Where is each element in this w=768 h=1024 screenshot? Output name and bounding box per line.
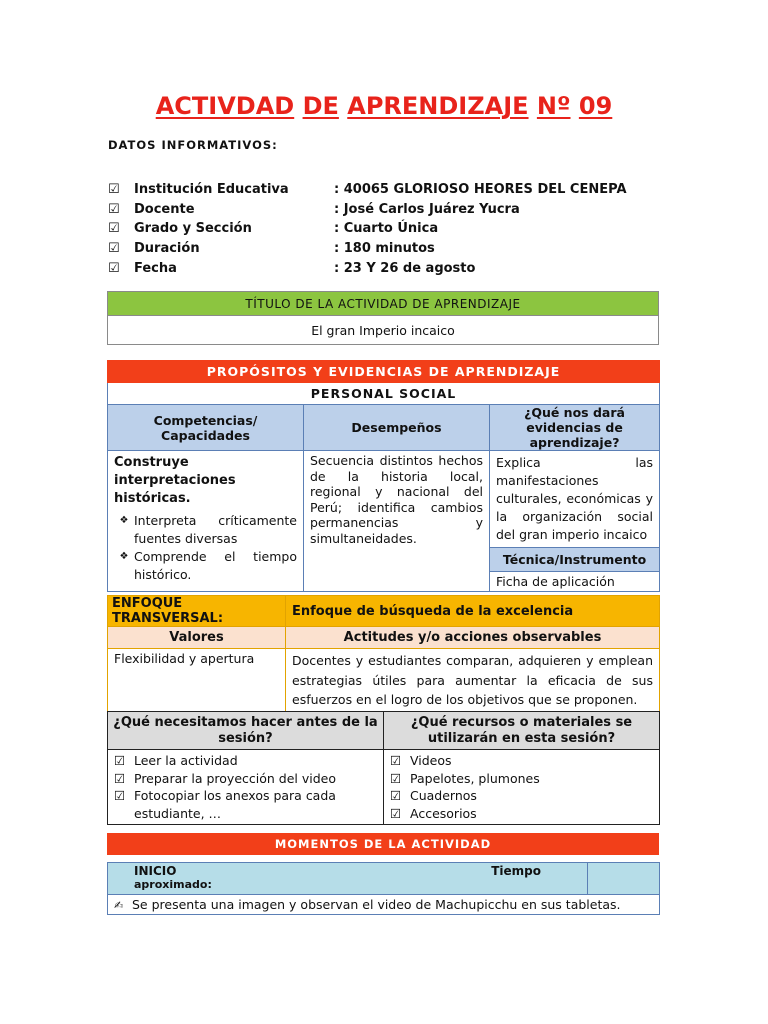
checkbox-icon: ☑ — [390, 770, 402, 786]
diamond-bullet-icon: ❖ — [119, 551, 129, 562]
inicio-time-cell — [588, 863, 660, 895]
valor-cell: Flexibilidad y apertura — [108, 649, 286, 727]
recurso-text: Accesorios — [410, 805, 477, 821]
propositos-table — [107, 360, 660, 592]
recurso-text: Cuadernos — [410, 788, 477, 803]
info-value: : José Carlos Juárez Yucra — [334, 201, 520, 217]
tecnica-value: Ficha de aplicación — [490, 572, 660, 592]
info-row — [108, 200, 668, 220]
col-antes: ¿Qué necesitamos hacer antes de la sesión? — [108, 712, 384, 750]
info-value: : Cuarto Única — [334, 221, 439, 237]
competencia-text: Construye interpretaciones históricas. — [114, 455, 236, 506]
evidencia-cell: Explica las manifestaciones culturales, económicas y la organización social del gran imperio incaico — [490, 451, 660, 548]
info-value: : 40065 GLORIOSO HEORES DEL CENEPA — [334, 182, 627, 198]
list-item — [114, 752, 377, 770]
momento-row — [108, 895, 660, 915]
titulo-table — [107, 291, 659, 345]
info-value: : 23 Y 26 de agosto — [334, 260, 476, 276]
antes-text: Preparar la proyección del video — [134, 770, 336, 786]
inicio-header — [108, 863, 588, 895]
list-item — [390, 805, 653, 823]
title-word-5: 09 — [578, 92, 613, 120]
info-label: Fecha — [134, 260, 177, 276]
momentos-header: MOMENTOS DE LA ACTIVIDAD — [107, 833, 659, 855]
checkbox-icon: ☑ — [108, 260, 120, 276]
info-row — [108, 180, 668, 200]
info-list — [108, 180, 668, 278]
checkbox-icon: ☑ — [108, 182, 120, 198]
datos-heading: DATOS INFORMATIVOS: — [108, 138, 278, 152]
list-item — [114, 512, 297, 548]
competencias-cell — [108, 451, 304, 592]
title-word-2: DE — [302, 92, 339, 120]
title-word-3: APRENDIZAJE — [347, 92, 529, 120]
desempeno-cell: Secuencia distintos hechos de la historia local, regional y nacional del Perú; identifica cambios permanencias y simultaneidades. — [304, 451, 490, 592]
checkbox-icon: ☑ — [390, 805, 402, 821]
inicio-label: INICIO — [134, 864, 177, 878]
page-title — [0, 92, 768, 120]
checkbox-icon: ☑ — [108, 241, 120, 257]
area-header: PERSONAL SOCIAL — [108, 383, 660, 405]
list-item — [114, 548, 297, 584]
col-evidencias: ¿Qué nos dará evidencias de aprendizaje? — [490, 405, 660, 451]
col-competencias: Competencias/ Capacidades — [108, 405, 304, 451]
propositos-header: PROPÓSITOS Y EVIDENCIAS DE APRENDIZAJE — [108, 361, 660, 383]
checkbox-icon: ☑ — [390, 753, 402, 768]
title-word-4: Nº — [536, 92, 571, 120]
enfoque-label: ENFOQUE TRANSVERSAL: — [108, 596, 286, 627]
checkbox-icon: ☑ — [114, 770, 126, 786]
enfoque-value: Enfoque de búsqueda de la excelencia — [286, 596, 660, 627]
aproximado-label: aproximado: — [134, 878, 212, 891]
recurso-text: Videos — [410, 753, 452, 768]
col-actitudes: Actitudes y/o acciones observables — [286, 627, 660, 649]
necesitamos-table — [107, 711, 660, 825]
tiempo-label: Tiempo — [491, 864, 541, 878]
capacidad-text: Comprende el tiempo histórico. — [134, 549, 297, 582]
antes-list — [108, 750, 384, 825]
info-value: : 180 minutos — [334, 241, 435, 257]
info-row — [108, 258, 668, 278]
checkbox-icon: ☑ — [108, 221, 120, 237]
antes-text: Fotocopiar los anexos para cada estudiante, … — [134, 788, 336, 821]
checkbox-icon: ☑ — [114, 753, 126, 768]
list-item — [114, 787, 377, 822]
checkbox-icon: ☑ — [108, 201, 120, 217]
list-item — [114, 770, 377, 788]
recurso-text: Papelotes, plumones — [410, 770, 540, 786]
titulo-value: El gran Imperio incaico — [108, 316, 659, 345]
info-row — [108, 239, 668, 259]
list-item — [390, 770, 653, 788]
info-row — [108, 219, 668, 239]
list-item — [390, 752, 653, 770]
list-item — [390, 787, 653, 805]
info-label: Docente — [134, 201, 195, 217]
recursos-list — [384, 750, 660, 825]
antes-text: Leer la actividad — [134, 753, 238, 768]
info-label: Institución Educativa — [134, 182, 289, 198]
title-word-1: ACTIVDAD — [155, 92, 295, 120]
momento-text: Se presenta una imagen y observan el video de Machupicchu en sus tabletas. — [132, 897, 621, 912]
tecnica-header: Técnica/Instrumento — [490, 548, 660, 572]
pencil-icon: ✍ — [114, 899, 124, 912]
capacidades-list — [114, 512, 297, 584]
col-valores: Valores — [108, 627, 286, 649]
titulo-header: TÍTULO DE LA ACTIVIDAD DE APRENDIZAJE — [108, 292, 659, 316]
momentos-table — [107, 862, 660, 915]
info-label: Grado y Sección — [134, 221, 252, 237]
checkbox-icon: ☑ — [114, 788, 126, 803]
col-desempenos: Desempeños — [304, 405, 490, 451]
info-label: Duración — [134, 241, 200, 257]
col-recursos: ¿Qué recursos o materiales se utilizarán en esta sesión? — [384, 712, 660, 750]
checkbox-icon: ☑ — [390, 788, 402, 803]
enfoque-table — [107, 595, 660, 727]
actitud-cell: Docentes y estudiantes comparan, adquieren y emplean estrategias útiles para aumentar la eficacia de sus esfuerzos en el logro de los objetivos que se proponen. — [286, 649, 660, 727]
diamond-bullet-icon: ❖ — [119, 515, 129, 526]
capacidad-text: Interpreta críticamente fuentes diversas — [134, 513, 297, 546]
